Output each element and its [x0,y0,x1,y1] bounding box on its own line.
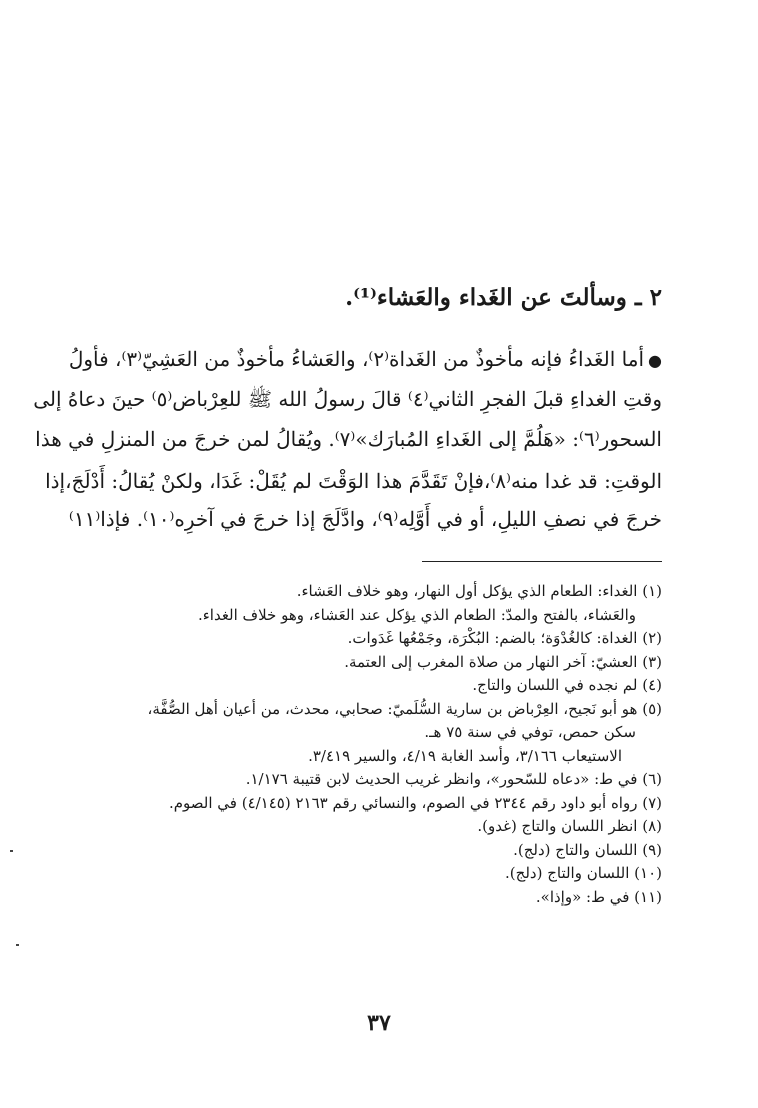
footnote-5-continued: سكن حمص، توفي في سنة ٧٥ هـ. [424,723,636,741]
footnote-6: (٦) في ط: «دعاه للسّحور»، وانظر غريب الحديث لابن قتيبة ١/١٧٦. [245,770,662,788]
scan-speck-2 [16,944,19,946]
footnote-5-references: الاستيعاب ٣/١٦٦، وأسد الغابة ٤/١٩، والسير ٣/٤١٩. [308,746,622,765]
body-line-5: خرجَ في نصفِ الليلِ، أو في أَوَّلِه⁽٩⁾، وادَّلَجَ إذا خرجَ في آخرِه⁽١٠⁾. فإذا⁽١١⁾ [68,507,662,531]
footnote-10: (١٠) اللسان والتاج (دلج). [505,864,662,882]
section-heading: ٢ ـ وسألتَ عن الغَداء والعَشاء⁽¹⁾. [345,284,662,311]
footnote-2: (٢) الغداة: كالغُدْوَة؛ بالضم: البُكْرَة، وجَمْعُها غَدَوات. [347,629,662,647]
body-line-2: وقتِ الغداءِ قبلَ الفجرِ الثاني⁽٤⁾ قالَ رسولُ الله ﷺ للعِرْباض⁽٥⁾ حينَ دعاهُ إلى [33,387,662,411]
scan-speck-1 [10,850,13,852]
body-line-1-text: أما الغَداءُ فإنه مأخوذٌ من الغَداة⁽٢⁾، والعَشاءُ مأخوذٌ من العَشِيّ⁽٣⁾، فأولُ [68,347,645,371]
footnote-11: (١١) في ط: «وإذا». [535,887,662,906]
footnote-9: (٩) اللسان والتاج (دلج). [513,840,662,859]
footnote-1-continued: والعَشاء، بالفتح والمدّ: الطعام الذي يؤكل عند العَشاء، وهو خلاف الغداء. [197,605,636,624]
footnote-4: (٤) لم نجده في اللسان والتاج. [472,676,662,694]
footnote-divider [422,561,662,562]
footnote-3: (٣) العشيّ: آخر النهار من صلاة المغرب إلى العتمة. [344,652,662,671]
footnote-7: (٧) رواه أبو داود رقم ٢٣٤٤ في الصوم، والنسائي رقم ٢١٦٣ (٤/١٤٥) في الصوم. [168,793,662,812]
footnotes [82,580,662,909]
page-number: ٣٧ [367,1010,391,1036]
footnote-5: (٥) هو أبو نَجيح، العِرْباض بن سارية السُّلَميّ: صحابي، محدث، من أعيان أهل الصُّفَّة، [147,699,662,718]
footnote-8: (٨) انظر اللسان والتاج (غدو). [477,817,662,835]
footnote-1: (١) الغداء: الطعام الذي يؤكل أول النهار، وهو خلاف العَشاء. [296,582,662,600]
body-line-1 [68,344,662,376]
body-line-4: الوقتِ: قد غدا منه⁽٨⁾،فإنْ تَقَدَّمَ هذا الوَقْتَ لم يُقَلْ: غَدَا، ولكنْ يُقالُ: أَدْلَجَ،إذا [45,469,662,493]
bullet-icon: ● [648,351,662,370]
body-line-3: السحور⁽٦⁾: «هَلُمَّ إلى الغَداءِ المُبارَك»⁽٧⁾. ويُقالُ لمن خرجَ من المنزلِ في هذا [35,427,662,451]
